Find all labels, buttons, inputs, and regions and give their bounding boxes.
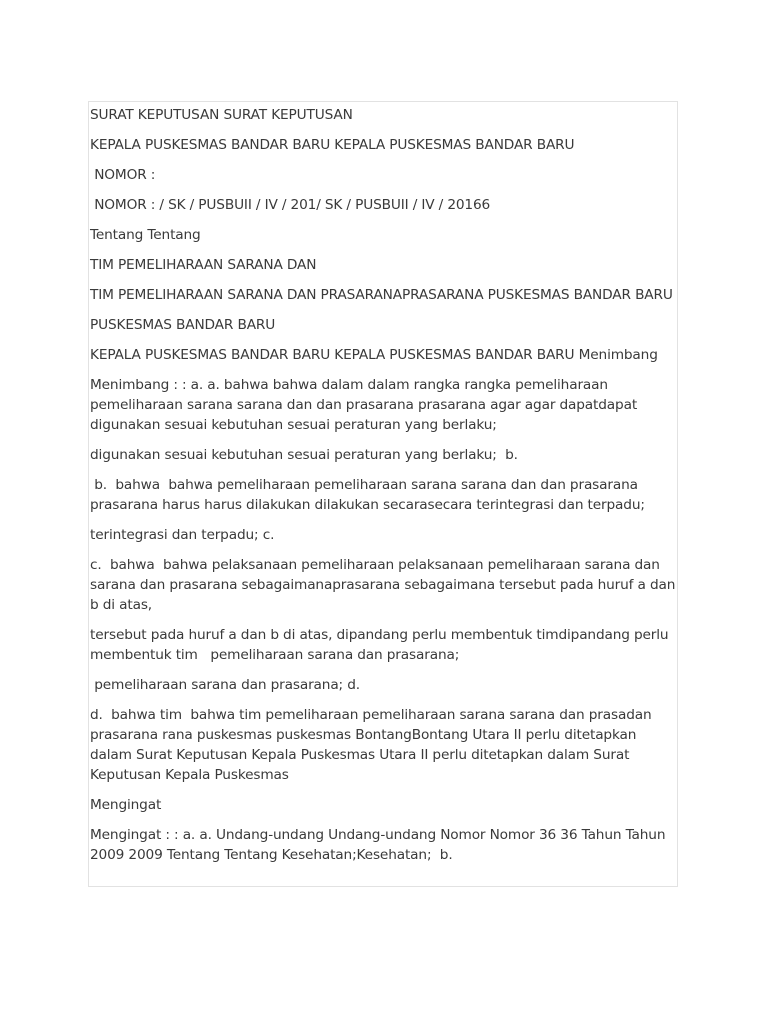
document-paragraph: c. bahwa bahwa pelaksanaan pemeliharaan pelaksanaan pemeliharaan sarana dan sarana dan prasarana sebagaimanaprasarana sebagaimana tersebut pada huruf a dan b di atas, [90, 557, 680, 613]
document-paragraph: TIM PEMELIHARAAN SARANA DAN [90, 257, 317, 273]
document-paragraph: NOMOR : / SK / PUSBUII / IV / 201/ SK / PUSBUII / IV / 20166 [90, 197, 491, 213]
document-paragraph: digunakan sesuai kebutuhan sesuai peraturan yang berlaku; b. [90, 447, 518, 463]
document-paragraph: KEPALA PUSKESMAS BANDAR BARU KEPALA PUSKESMAS BANDAR BARU Menimbang [90, 347, 658, 363]
document-paragraph: pemeliharaan sarana dan prasarana; d. [90, 677, 360, 693]
document-paragraph: d. bahwa tim bahwa tim pemeliharaan pemeliharaan sarana sarana dan prasadan prasarana rana puskesmas puskesmas BontangBontang Utara II perlu ditetapkan dalam Surat Keputusan Kepala Puskesmas Utara II perlu ditetapkan dalam Surat Keputusan Kepala Puskesmas [90, 707, 656, 783]
document-paragraph: tersebut pada huruf a dan b di atas, dipandang perlu membentuk timdipandang perlu membentuk tim pemeliharaan sarana dan prasarana; [90, 627, 673, 663]
document-paragraph: Menimbang : : a. a. bahwa bahwa dalam dalam rangka rangka pemeliharaan pemeliharaan sarana sarana dan dan prasarana prasarana agar agar dapatdapat digunakan sesuai kebutuhan sesuai peraturan yang berlaku; [90, 377, 642, 433]
document-paragraph: NOMOR : [90, 167, 156, 183]
document-paragraph: Mengingat : : a. a. Undang-undang Undang-undang Nomor Nomor 36 36 Tahun Tahun 2009 2009 Tentang Tentang Kesehatan;Kesehatan; b. [90, 827, 670, 863]
document-paragraph: KEPALA PUSKESMAS BANDAR BARU KEPALA PUSKESMAS BANDAR BARU [90, 137, 575, 153]
document-paragraph: TIM PEMELIHARAAN SARANA DAN PRASARANAPRASARANA PUSKESMAS BANDAR BARU [90, 287, 673, 303]
document-paragraph: PUSKESMAS BANDAR BARU [90, 317, 276, 333]
document-paragraph: Mengingat [90, 797, 162, 813]
document-paragraph: SURAT KEPUTUSAN SURAT KEPUTUSAN [90, 107, 353, 123]
document-page [88, 101, 678, 887]
document-paragraph: terintegrasi dan terpadu; c. [90, 527, 275, 543]
document-paragraph: Tentang Tentang [90, 227, 201, 243]
document-body [90, 105, 680, 875]
document-paragraph: b. bahwa bahwa pemeliharaan pemeliharaan sarana sarana dan dan prasarana prasarana harus harus dilakukan dilakukan secarasecara terintegrasi dan terpadu; [90, 477, 645, 513]
